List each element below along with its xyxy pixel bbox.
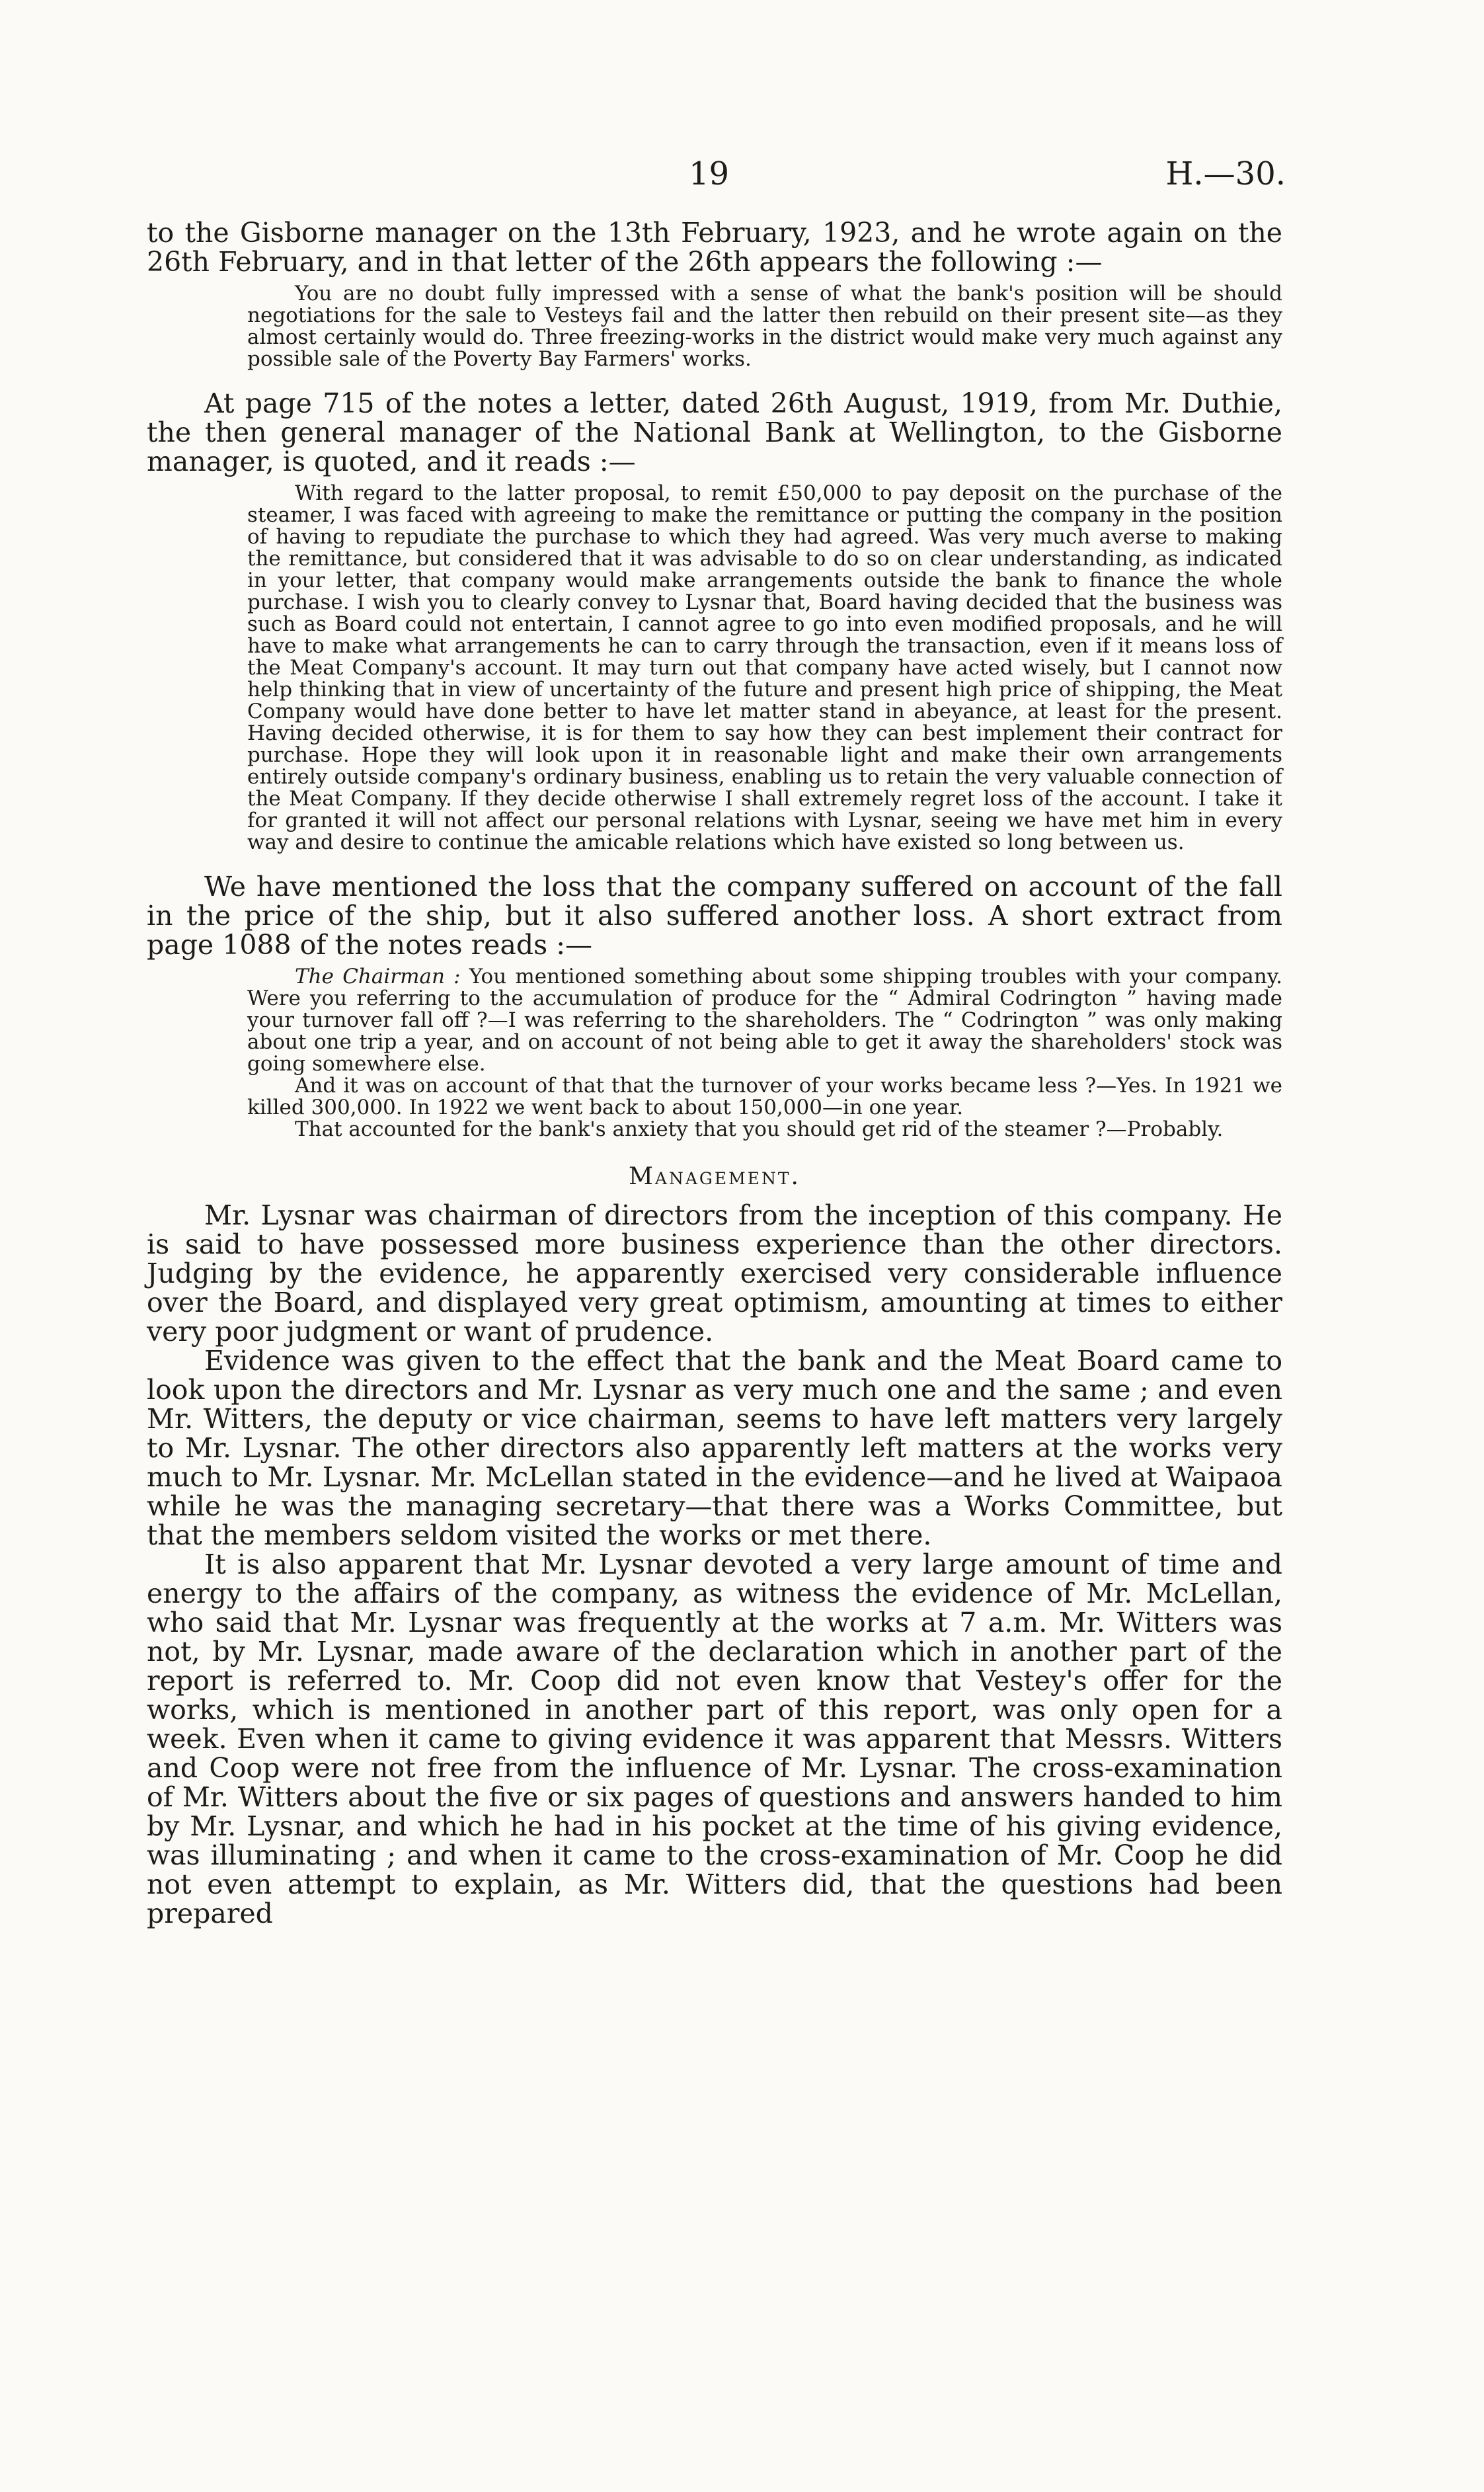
- paragraph-duthie-letter: At page 715 of the notes a letter, dated 26th August, 1919, from Mr. Duthie, the then general manager of the National Bank at Wellington, to the Gisborne manager, is quoted, and it reads :—: [147, 387, 1282, 477]
- quote-text-chairman: [247, 966, 1282, 1075]
- speaker-label: The Chairman :: [295, 965, 461, 988]
- quoted-extract-chairman: [247, 966, 1282, 1141]
- paragraph-ship-loss: We have mentioned the loss that the company suffered on account of the fall in the price of the ship, but it also suffered another loss. A short extract from page 1088 of the notes reads :—: [147, 871, 1282, 961]
- quote-text-turnover: And it was on account of that that the turnover of your works became less ?—Yes. In 1921 we killed 300,000. In 1922 we went back to about 150,000—in one year.: [247, 1074, 1282, 1119]
- paragraph-lysnar-chairman: Mr. Lysnar was chairman of directors from the inception of this company. He is said to have possessed more business experience than the other directors. Judging by the evidence, he apparently exercised very considerable influence over the Board, and displayed very great optimism, amounting at times to either very poor judgment or want of prudence.: [147, 1199, 1282, 1347]
- section-heading-management: Management.: [629, 1163, 801, 1190]
- page-content: [147, 218, 1282, 1928]
- paragraph-evidence-directors: Evidence was given to the effect that the bank and the Meat Board came to look upon the directors and Mr. Lysnar as very much one and the same ; and even Mr. Witters, the deputy or vice chairman, seems to have left matters very largely to Mr. Lysnar. The other directors also apparently left matters at the works very much to Mr. Lysnar. Mr. McLellan stated in the evidence—and he lived at Waipaoa while he was the managing secretary—that there was a Works Committee, but that the members seldom visited the works or met there.: [147, 1345, 1282, 1551]
- page-header: [0, 151, 1484, 197]
- page-number: 19: [689, 155, 730, 192]
- quote-question: You mentioned something about some shipping troubles with your company. Were you referring to the accumulation of produce for the “ Admiral Codrington ” having made your turnover fall off ?—I was referring to the shareholders. The “ Codrington ” was only making about one trip a year, and on account of not being able to get it away the shareholders' stock was going somewhere else.: [247, 965, 1282, 1076]
- document-code: H.—30.: [1165, 155, 1286, 192]
- quote-text: You are no doubt fully impressed with a sense of what the bank's position will be should negotiations for the sale to Vesteys fail and the latter then rebuild on their present site—as they almost certainly would do. Three freezing-works in the district would make very much against any possible sale of the Poverty Bay Farmers' works.: [247, 282, 1282, 371]
- quote-text: With regard to the latter proposal, to remit £50,000 to pay deposit on the purchase of the steamer, I was faced with agreeing to make the remittance or putting the company in the position of having to repudiate the purchase to which they had agreed. Was very much averse to making the remittance, but considered that it was advisable to do so on clear understanding, as indicated in your letter, that company would make arrangements outside the bank to finance the whole purchase. I wish you to clearly convey to Lysnar that, Board having decided that the business was such as Board could not entertain, I cannot agree to go into even modified proposals, and he will have to make what arrangements he can to carry through the transaction, even if it means loss of the Meat Company's account. It may turn out that company have acted wisely, but I cannot now help thinking that in view of uncertainty of the future and present high price of shipping, the Meat Company would have done better to have let matter stand in abeyance, at least for the present. Having decided otherwise, it is for them to say how they can best implement their contract for purchase. Hope they will look upon it in reasonable light and make their own arrangements entirely outside company's ordinary business, enabling us to retain the very valuable connection of the Meat Company. If they decide otherwise I shall extremely regret loss of the account. I take it for granted it will not affect our personal relations with Lysnar, seeing we have met him in every way and desire to continue the amicable relations which have existed so long between us.: [247, 481, 1282, 854]
- paragraph-continuation: to the Gisborne manager on the 13th February, 1923, and he wrote again on the 26th February, and in that letter of the 26th appears the following :—: [147, 217, 1282, 278]
- quoted-letter-duthie: [247, 483, 1282, 854]
- paragraph-lysnar-influence: It is also apparent that Mr. Lysnar devoted a very large amount of time and energy to the affairs of the company, as witness the evidence of Mr. McLellan, who said that Mr. Lysnar was frequently at the works at 7 a.m. Mr. Witters was not, by Mr. Lysnar, made aware of the declaration which in another part of the report is referred to. Mr. Coop did not even know that Vestey's offer for the works, which is mentioned in another part of this report, was only open for a week. Even when it came to giving evidence it was apparent that Messrs. Witters and Coop were not free from the influence of Mr. Lysnar. The cross-examination of Mr. Witters about the five or six pages of questions and answers handed to him by Mr. Lysnar, and which he had in his pocket at the time of his giving evidence, was illuminating ; and when it came to the cross-examination of Mr. Coop he did not even attempt to explain, as Mr. Witters did, that the questions had been prepared: [147, 1548, 1282, 1929]
- quote-text-bank-anxiety: That accounted for the bank's anxiety that you should get rid of the steamer ?—Probably.: [295, 1117, 1224, 1141]
- quoted-letter-vesteys: [247, 283, 1282, 370]
